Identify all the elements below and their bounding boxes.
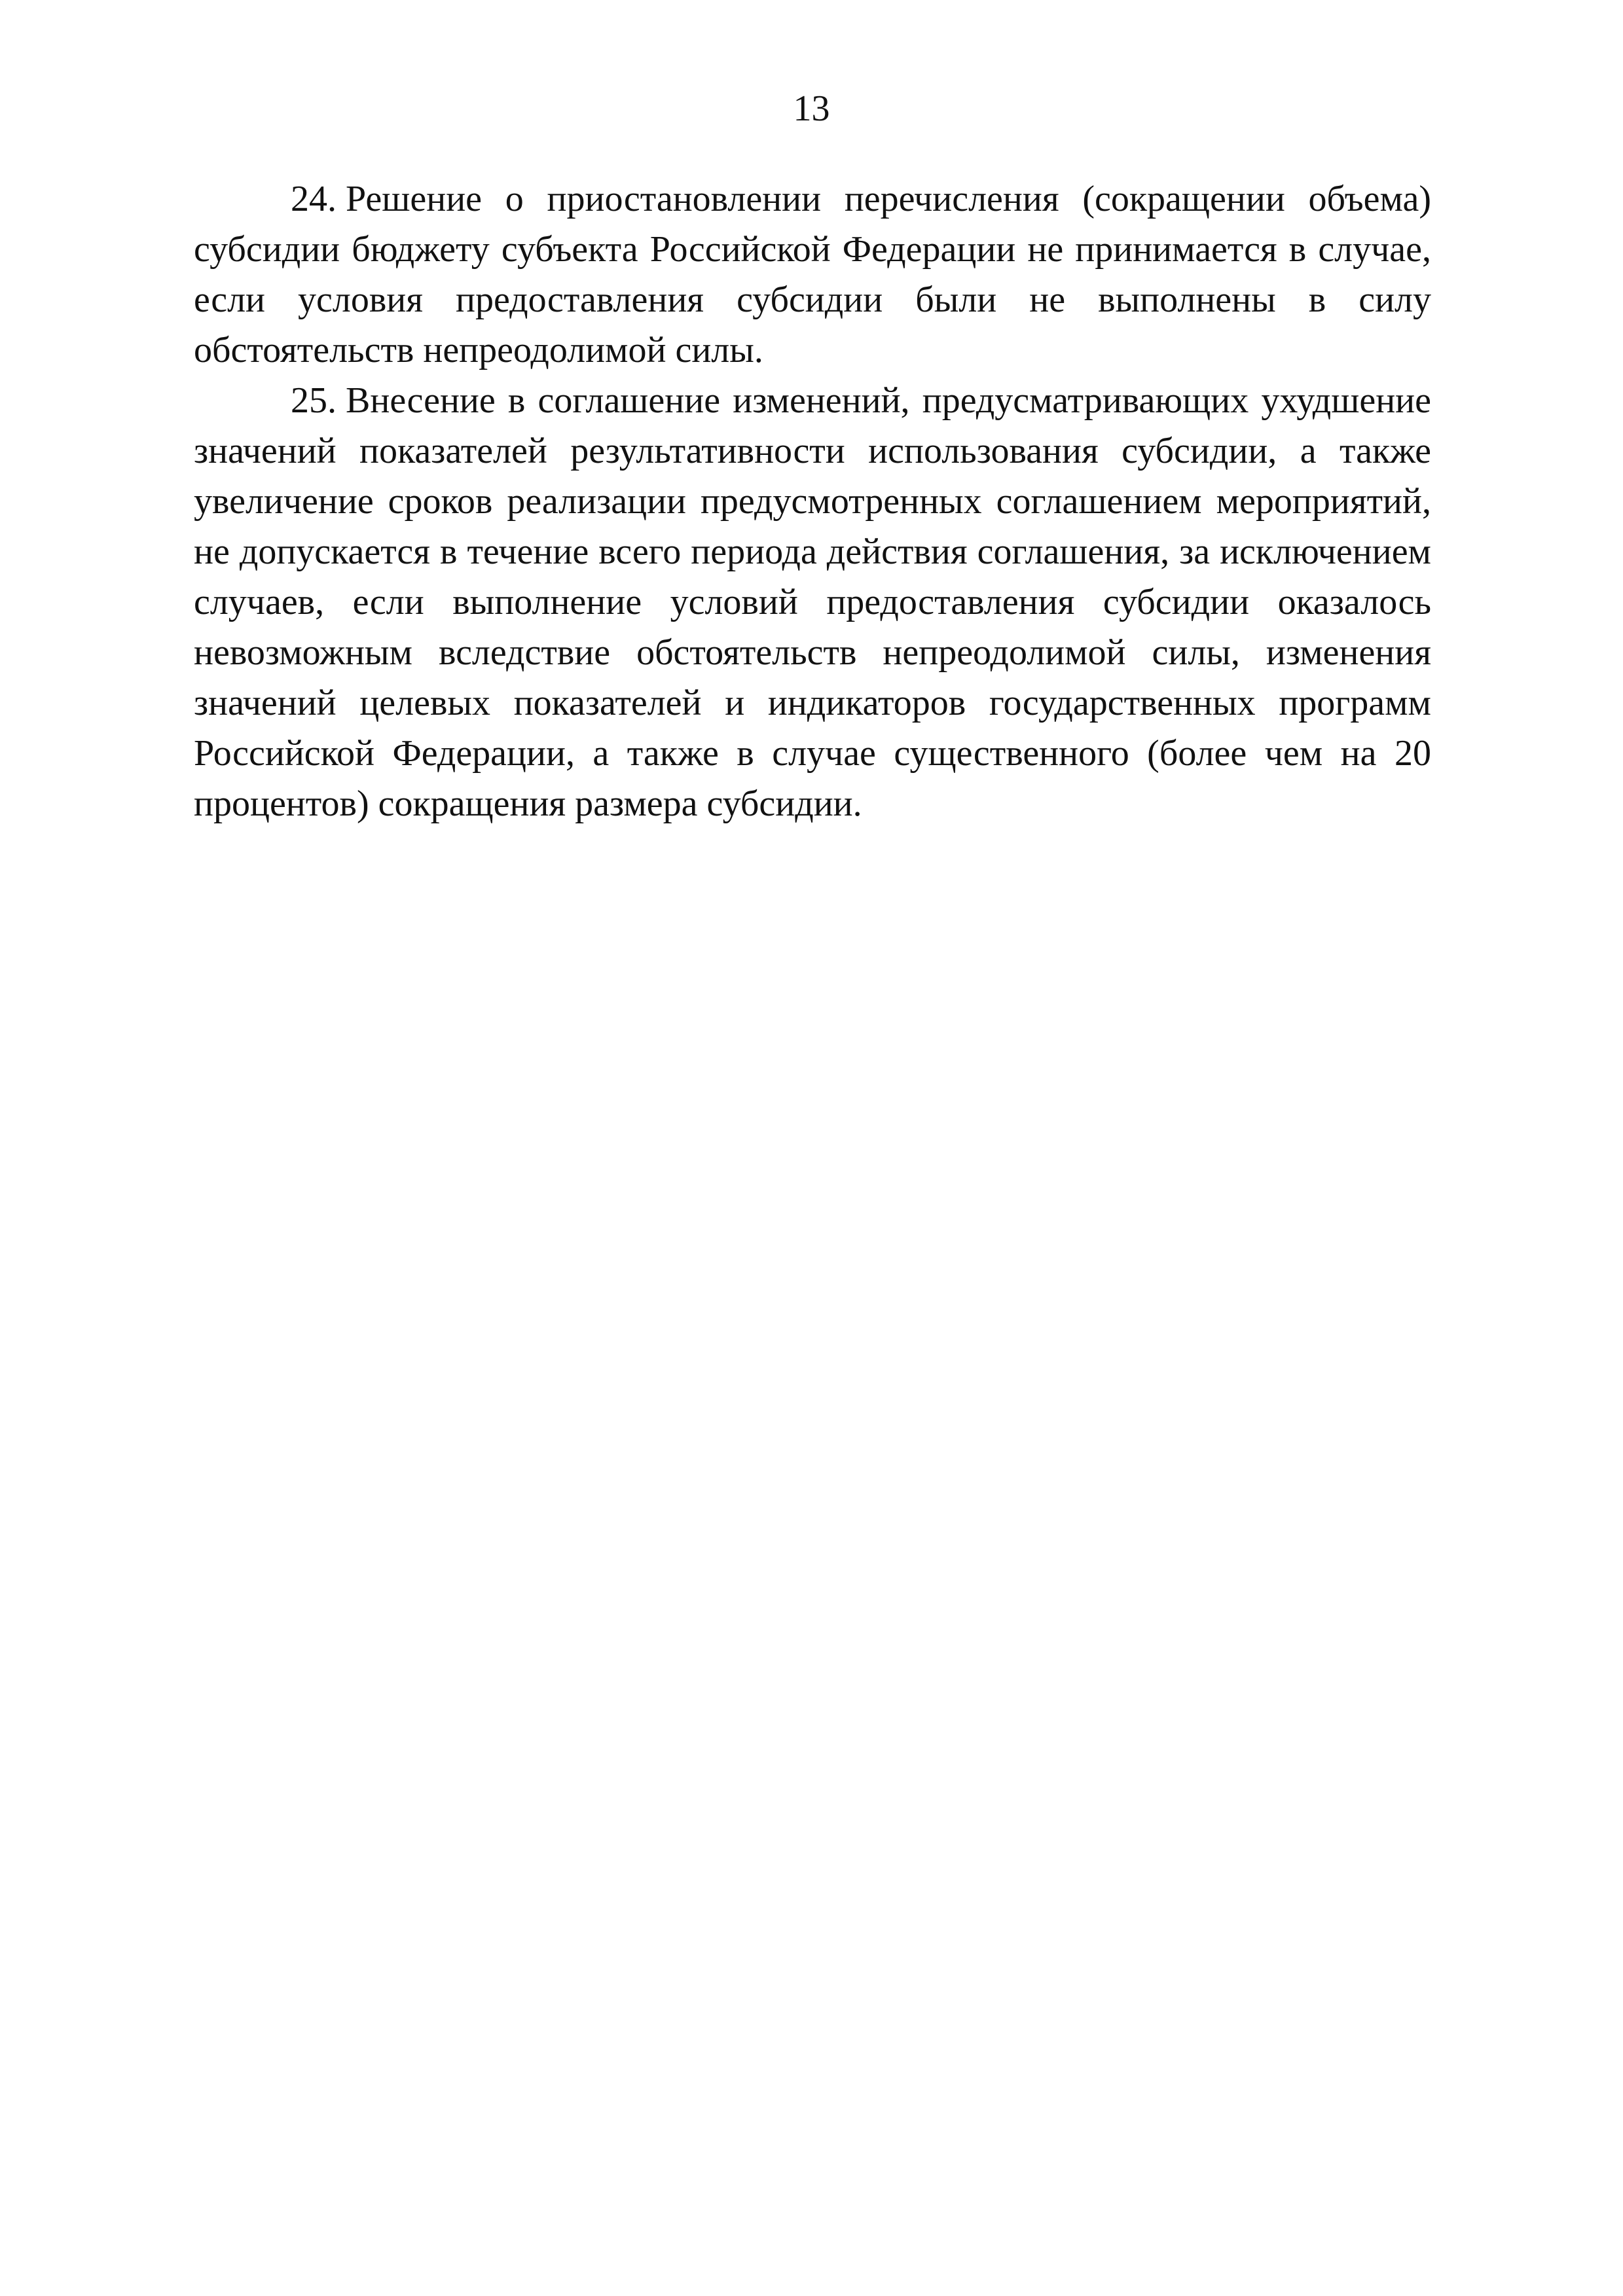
paragraph-number: 25. <box>291 380 337 421</box>
paragraph-text: Внесение в соглашение изменений, предусматривающих ухудшение значений показателей результативности использования субсидии, а также увеличение сроков реализации предусмотренных соглашением мероприятий, не допускается в течение всего периода действия соглашения, за исключением случаев, если выполнение условий предоставления субсидии оказалось невозможным вследствие обстоятельств непреодолимой силы, изменения значений целевых показателей и индикаторов государственных программ Российской Федерации, а также в случае существенного (более чем на 20 процентов) сокращения размера субсидии. <box>194 380 1431 824</box>
paragraph-24 <box>194 174 1431 376</box>
paragraph-number: 24. <box>291 179 337 219</box>
document-body <box>194 174 1431 829</box>
paragraph-text: Решение о приостановлении перечисления (сокращении объема) субсидии бюджету субъекта Российской Федерации не принимается в случае, если условия предоставления субсидии были не выполнены в силу обстоятельств непреодолимой силы. <box>194 179 1431 370</box>
paragraph-25 <box>194 376 1431 829</box>
page-number: 13 <box>793 88 830 129</box>
